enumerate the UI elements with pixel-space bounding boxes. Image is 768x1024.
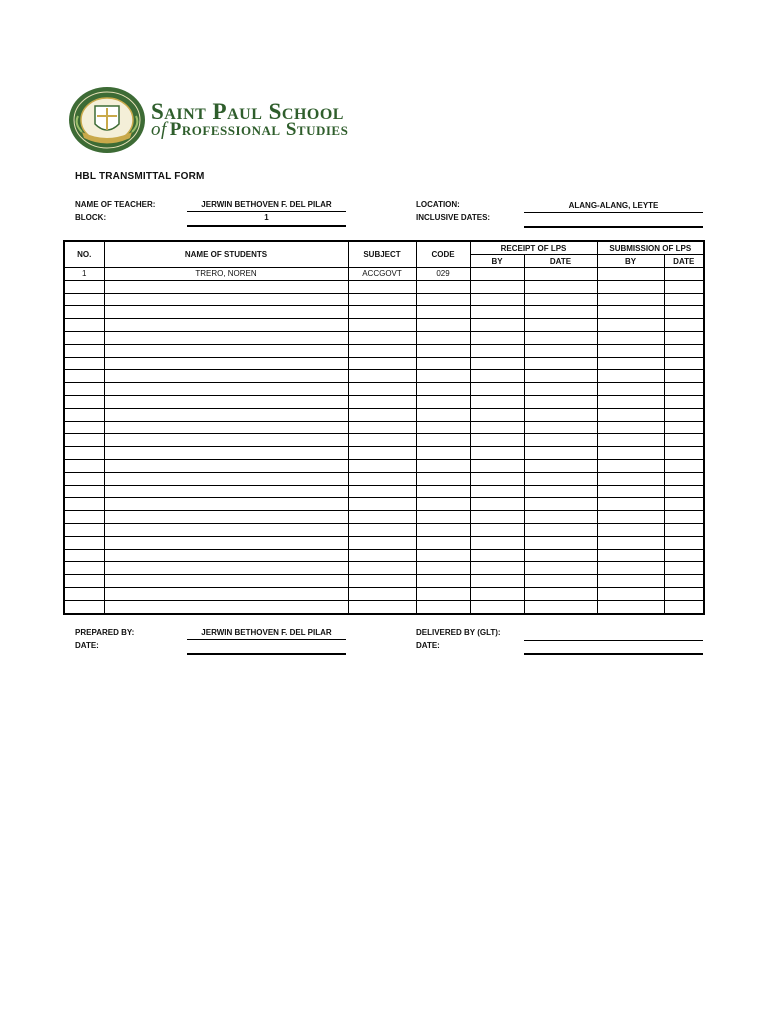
cell-subject[interactable] xyxy=(348,319,416,332)
cell-receipt-date[interactable] xyxy=(524,408,597,421)
cell-no[interactable] xyxy=(64,511,104,524)
cell-subject[interactable] xyxy=(348,370,416,383)
cell-student-name[interactable] xyxy=(104,472,348,485)
cell-submission-date[interactable] xyxy=(664,434,704,447)
cell-submission-date[interactable] xyxy=(664,268,704,281)
cell-no[interactable]: 1 xyxy=(64,268,104,281)
prepared-by-underline xyxy=(187,639,346,640)
cell-no[interactable] xyxy=(64,408,104,421)
cell-submission-date[interactable] xyxy=(664,357,704,370)
col-header-submission-by: BY xyxy=(597,255,664,268)
col-header-no: NO. xyxy=(64,241,104,268)
cell-subject[interactable] xyxy=(348,549,416,562)
cell-subject[interactable] xyxy=(348,306,416,319)
table-row xyxy=(64,587,704,600)
cell-no[interactable] xyxy=(64,575,104,588)
cell-submission-date[interactable] xyxy=(664,536,704,549)
cell-receipt-by[interactable] xyxy=(470,459,524,472)
col-header-submission: SUBMISSION OF LPS xyxy=(597,241,704,255)
teacher-underline xyxy=(187,211,346,212)
cell-subject[interactable] xyxy=(348,357,416,370)
table-row xyxy=(64,370,704,383)
table-row xyxy=(64,344,704,357)
cell-code[interactable]: 029 xyxy=(416,268,470,281)
cell-receipt-by[interactable] xyxy=(470,434,524,447)
cell-receipt-date[interactable] xyxy=(524,587,597,600)
cell-code[interactable] xyxy=(416,395,470,408)
cell-student-name[interactable] xyxy=(104,395,348,408)
cell-subject[interactable] xyxy=(348,383,416,396)
cell-subject[interactable] xyxy=(348,485,416,498)
cell-submission-by[interactable] xyxy=(597,447,664,460)
cell-submission-date[interactable] xyxy=(664,331,704,344)
cell-receipt-date[interactable] xyxy=(524,319,597,332)
cell-student-name[interactable] xyxy=(104,600,348,613)
cell-submission-date[interactable] xyxy=(664,370,704,383)
cell-no[interactable] xyxy=(64,306,104,319)
col-header-code: CODE xyxy=(416,241,470,268)
cell-code[interactable] xyxy=(416,370,470,383)
table-row xyxy=(64,459,704,472)
cell-submission-by[interactable] xyxy=(597,280,664,293)
cell-no[interactable] xyxy=(64,562,104,575)
cell-no[interactable] xyxy=(64,536,104,549)
cell-code[interactable] xyxy=(416,306,470,319)
cell-receipt-date[interactable] xyxy=(524,344,597,357)
cell-code[interactable] xyxy=(416,575,470,588)
cell-student-name[interactable] xyxy=(104,447,348,460)
cell-submission-by[interactable] xyxy=(597,293,664,306)
cell-submission-by[interactable] xyxy=(597,306,664,319)
cell-subject[interactable] xyxy=(348,408,416,421)
cell-no[interactable] xyxy=(64,587,104,600)
teacher-value[interactable]: JERWIN BETHOVEN F. DEL PILAR xyxy=(201,200,332,209)
table-row xyxy=(64,472,704,485)
cell-submission-date[interactable] xyxy=(664,280,704,293)
cell-submission-date[interactable] xyxy=(664,549,704,562)
cell-submission-date[interactable] xyxy=(664,383,704,396)
cell-student-name[interactable] xyxy=(104,421,348,434)
table-body xyxy=(64,268,704,614)
cell-submission-by[interactable] xyxy=(597,587,664,600)
cell-receipt-by[interactable] xyxy=(470,523,524,536)
cell-no[interactable] xyxy=(64,395,104,408)
cell-receipt-date[interactable] xyxy=(524,383,597,396)
cell-receipt-by[interactable] xyxy=(470,485,524,498)
cell-receipt-date[interactable] xyxy=(524,511,597,524)
cell-no[interactable] xyxy=(64,319,104,332)
cell-code[interactable] xyxy=(416,511,470,524)
cell-submission-date[interactable] xyxy=(664,306,704,319)
cell-subject[interactable] xyxy=(348,575,416,588)
cell-receipt-by[interactable] xyxy=(470,447,524,460)
cell-subject[interactable] xyxy=(348,600,416,613)
cell-student-name[interactable] xyxy=(104,523,348,536)
school-name-line2 xyxy=(151,119,348,141)
cell-submission-date[interactable] xyxy=(664,562,704,575)
cell-no[interactable] xyxy=(64,498,104,511)
cell-receipt-by[interactable] xyxy=(470,280,524,293)
cell-receipt-date[interactable] xyxy=(524,575,597,588)
cell-receipt-by[interactable] xyxy=(470,344,524,357)
cell-no[interactable] xyxy=(64,600,104,613)
cell-code[interactable] xyxy=(416,344,470,357)
cell-receipt-by[interactable] xyxy=(470,536,524,549)
col-header-subject: SUBJECT xyxy=(348,241,416,268)
cell-submission-by[interactable] xyxy=(597,421,664,434)
cell-code[interactable] xyxy=(416,587,470,600)
cell-submission-date[interactable] xyxy=(664,344,704,357)
cell-code[interactable] xyxy=(416,549,470,562)
table-row xyxy=(64,600,704,613)
cell-submission-by[interactable] xyxy=(597,344,664,357)
cell-receipt-by[interactable] xyxy=(470,383,524,396)
cell-student-name[interactable] xyxy=(104,357,348,370)
table-row xyxy=(64,511,704,524)
cell-submission-date[interactable] xyxy=(664,511,704,524)
delivered-by-label: DELIVERED BY (GLT): xyxy=(416,628,501,637)
cell-receipt-by[interactable] xyxy=(470,575,524,588)
cell-code[interactable] xyxy=(416,523,470,536)
col-header-receipt-date: DATE xyxy=(524,255,597,268)
inclusive-dates-underline xyxy=(524,226,703,228)
cell-student-name[interactable] xyxy=(104,344,348,357)
inclusive-dates-label: INCLUSIVE DATES: xyxy=(416,213,491,222)
students-table xyxy=(63,240,705,615)
cell-no[interactable] xyxy=(64,383,104,396)
cell-student-name[interactable] xyxy=(104,562,348,575)
cell-receipt-by[interactable] xyxy=(470,319,524,332)
cell-receipt-by[interactable] xyxy=(470,395,524,408)
cell-submission-by[interactable] xyxy=(597,408,664,421)
cell-receipt-by[interactable] xyxy=(470,562,524,575)
cell-code[interactable] xyxy=(416,447,470,460)
cell-code[interactable] xyxy=(416,408,470,421)
cell-subject[interactable] xyxy=(348,280,416,293)
cell-receipt-date[interactable] xyxy=(524,331,597,344)
cell-code[interactable] xyxy=(416,421,470,434)
cell-receipt-date[interactable] xyxy=(524,523,597,536)
cell-student-name[interactable] xyxy=(104,459,348,472)
cell-subject[interactable] xyxy=(348,587,416,600)
cell-submission-by[interactable] xyxy=(597,600,664,613)
cell-no[interactable] xyxy=(64,421,104,434)
cell-no[interactable] xyxy=(64,549,104,562)
cell-submission-by[interactable] xyxy=(597,511,664,524)
cell-code[interactable] xyxy=(416,485,470,498)
cell-submission-date[interactable] xyxy=(664,485,704,498)
cell-code[interactable] xyxy=(416,293,470,306)
cell-student-name[interactable] xyxy=(104,549,348,562)
table-row xyxy=(64,383,704,396)
school-name-rest: Professional Studies xyxy=(169,119,349,140)
table-row xyxy=(64,357,704,370)
school-name-of: of xyxy=(151,119,167,140)
cell-student-name[interactable] xyxy=(104,370,348,383)
cell-receipt-date[interactable] xyxy=(524,536,597,549)
cell-code[interactable] xyxy=(416,459,470,472)
cell-subject[interactable] xyxy=(348,434,416,447)
cell-student-name[interactable] xyxy=(104,536,348,549)
cell-receipt-date[interactable] xyxy=(524,421,597,434)
cell-submission-by[interactable] xyxy=(597,485,664,498)
cell-no[interactable] xyxy=(64,357,104,370)
cell-code[interactable] xyxy=(416,562,470,575)
cell-receipt-date[interactable] xyxy=(524,549,597,562)
date2-label: DATE: xyxy=(416,641,440,650)
school-seal-logo xyxy=(68,86,146,154)
cell-receipt-date[interactable] xyxy=(524,293,597,306)
cell-receipt-date[interactable] xyxy=(524,268,597,281)
cell-student-name[interactable] xyxy=(104,434,348,447)
table-row xyxy=(64,421,704,434)
cell-subject[interactable] xyxy=(348,498,416,511)
table-row xyxy=(64,575,704,588)
cell-subject[interactable]: ACCGOVT xyxy=(348,268,416,281)
cell-student-name[interactable] xyxy=(104,306,348,319)
date-label: DATE: xyxy=(75,641,99,650)
cell-receipt-by[interactable] xyxy=(470,421,524,434)
cell-subject[interactable] xyxy=(348,472,416,485)
cell-code[interactable] xyxy=(416,536,470,549)
teacher-label: NAME OF TEACHER: xyxy=(75,200,156,209)
cell-code[interactable] xyxy=(416,280,470,293)
cell-receipt-date[interactable] xyxy=(524,459,597,472)
cell-student-name[interactable] xyxy=(104,511,348,524)
cell-receipt-date[interactable] xyxy=(524,485,597,498)
cell-subject[interactable] xyxy=(348,293,416,306)
table-row xyxy=(64,536,704,549)
cell-no[interactable] xyxy=(64,472,104,485)
cell-submission-by[interactable] xyxy=(597,268,664,281)
block-label: BLOCK: xyxy=(75,213,107,222)
cell-submission-date[interactable] xyxy=(664,523,704,536)
table-row xyxy=(64,319,704,332)
cell-receipt-date[interactable] xyxy=(524,280,597,293)
cell-no[interactable] xyxy=(64,447,104,460)
cell-submission-by[interactable] xyxy=(597,498,664,511)
cell-student-name[interactable] xyxy=(104,280,348,293)
col-header-name: NAME OF STUDENTS xyxy=(104,241,348,268)
cell-submission-by[interactable] xyxy=(597,370,664,383)
prepared-by-value[interactable]: JERWIN BETHOVEN F. DEL PILAR xyxy=(201,628,332,637)
location-underline xyxy=(524,212,703,213)
cell-receipt-by[interactable] xyxy=(470,549,524,562)
cell-receipt-by[interactable] xyxy=(470,370,524,383)
cell-receipt-by[interactable] xyxy=(470,357,524,370)
cell-no[interactable] xyxy=(64,293,104,306)
cell-submission-date[interactable] xyxy=(664,421,704,434)
table-row xyxy=(64,485,704,498)
table-row xyxy=(64,498,704,511)
cell-receipt-date[interactable] xyxy=(524,434,597,447)
col-header-receipt-by: BY xyxy=(470,255,524,268)
cell-submission-by[interactable] xyxy=(597,575,664,588)
cell-submission-date[interactable] xyxy=(664,319,704,332)
cell-subject[interactable] xyxy=(348,447,416,460)
cell-receipt-by[interactable] xyxy=(470,293,524,306)
table-header-row xyxy=(64,241,704,255)
col-header-submission-date: DATE xyxy=(664,255,704,268)
table-row xyxy=(64,447,704,460)
cell-subject[interactable] xyxy=(348,459,416,472)
location-value[interactable]: ALANG-ALANG, LEYTE xyxy=(568,201,659,210)
cell-no[interactable] xyxy=(64,280,104,293)
cell-student-name[interactable] xyxy=(104,319,348,332)
cell-submission-by[interactable] xyxy=(597,357,664,370)
cell-code[interactable] xyxy=(416,600,470,613)
table-row xyxy=(64,523,704,536)
cell-submission-by[interactable] xyxy=(597,383,664,396)
school-name-line1: Saint Paul School xyxy=(151,99,344,124)
cell-code[interactable] xyxy=(416,472,470,485)
cell-student-name[interactable] xyxy=(104,383,348,396)
cell-submission-by[interactable] xyxy=(597,319,664,332)
form-title: HBL TRANSMITTAL FORM xyxy=(75,171,205,182)
cell-subject[interactable] xyxy=(348,395,416,408)
cell-student-name[interactable] xyxy=(104,587,348,600)
cell-submission-date[interactable] xyxy=(664,459,704,472)
cell-submission-by[interactable] xyxy=(597,472,664,485)
cell-no[interactable] xyxy=(64,344,104,357)
cell-code[interactable] xyxy=(416,383,470,396)
cell-code[interactable] xyxy=(416,331,470,344)
cell-receipt-date[interactable] xyxy=(524,306,597,319)
cell-submission-date[interactable] xyxy=(664,447,704,460)
table-row xyxy=(64,306,704,319)
table-row xyxy=(64,331,704,344)
cell-subject[interactable] xyxy=(348,331,416,344)
cell-student-name[interactable] xyxy=(104,575,348,588)
cell-receipt-by[interactable] xyxy=(470,268,524,281)
cell-submission-by[interactable] xyxy=(597,536,664,549)
cell-submission-date[interactable] xyxy=(664,587,704,600)
cell-submission-date[interactable] xyxy=(664,600,704,613)
cell-submission-date[interactable] xyxy=(664,498,704,511)
cell-receipt-by[interactable] xyxy=(470,306,524,319)
cell-subject[interactable] xyxy=(348,536,416,549)
table-row xyxy=(64,293,704,306)
table-row xyxy=(64,395,704,408)
cell-receipt-date[interactable] xyxy=(524,600,597,613)
cell-student-name[interactable] xyxy=(104,331,348,344)
cell-receipt-by[interactable] xyxy=(470,472,524,485)
cell-receipt-date[interactable] xyxy=(524,370,597,383)
cell-receipt-date[interactable] xyxy=(524,472,597,485)
delivered-by-underline xyxy=(524,640,703,641)
cell-receipt-date[interactable] xyxy=(524,357,597,370)
cell-receipt-by[interactable] xyxy=(470,600,524,613)
cell-student-name[interactable] xyxy=(104,408,348,421)
cell-subject[interactable] xyxy=(348,421,416,434)
cell-code[interactable] xyxy=(416,498,470,511)
cell-subject[interactable] xyxy=(348,344,416,357)
block-underline xyxy=(187,225,346,227)
cell-submission-by[interactable] xyxy=(597,562,664,575)
table-row xyxy=(64,408,704,421)
cell-subject[interactable] xyxy=(348,562,416,575)
block-value[interactable]: 1 xyxy=(264,213,269,222)
cell-receipt-by[interactable] xyxy=(470,408,524,421)
cell-no[interactable] xyxy=(64,370,104,383)
cell-submission-by[interactable] xyxy=(597,523,664,536)
table-row xyxy=(64,268,704,281)
cell-subject[interactable] xyxy=(348,523,416,536)
cell-receipt-date[interactable] xyxy=(524,447,597,460)
prepared-by-label: PREPARED BY: xyxy=(75,628,135,637)
table-row xyxy=(64,434,704,447)
date2-underline xyxy=(524,653,703,655)
cell-submission-date[interactable] xyxy=(664,472,704,485)
cell-no[interactable] xyxy=(64,459,104,472)
cell-submission-date[interactable] xyxy=(664,293,704,306)
cell-submission-date[interactable] xyxy=(664,395,704,408)
cell-receipt-date[interactable] xyxy=(524,498,597,511)
cell-receipt-by[interactable] xyxy=(470,587,524,600)
cell-code[interactable] xyxy=(416,357,470,370)
cell-no[interactable] xyxy=(64,434,104,447)
cell-submission-date[interactable] xyxy=(664,575,704,588)
table-row xyxy=(64,562,704,575)
cell-code[interactable] xyxy=(416,319,470,332)
cell-no[interactable] xyxy=(64,523,104,536)
cell-submission-by[interactable] xyxy=(597,395,664,408)
cell-submission-date[interactable] xyxy=(664,408,704,421)
cell-receipt-date[interactable] xyxy=(524,562,597,575)
cell-code[interactable] xyxy=(416,434,470,447)
cell-receipt-date[interactable] xyxy=(524,395,597,408)
cell-subject[interactable] xyxy=(348,511,416,524)
cell-receipt-by[interactable] xyxy=(470,331,524,344)
cell-submission-by[interactable] xyxy=(597,459,664,472)
cell-student-name[interactable] xyxy=(104,498,348,511)
cell-receipt-by[interactable] xyxy=(470,511,524,524)
cell-student-name[interactable]: TRERO, NOREN xyxy=(104,268,348,281)
cell-submission-by[interactable] xyxy=(597,331,664,344)
cell-receipt-by[interactable] xyxy=(470,498,524,511)
col-header-receipt: RECEIPT OF LPS xyxy=(470,241,597,255)
cell-student-name[interactable] xyxy=(104,485,348,498)
cell-student-name[interactable] xyxy=(104,293,348,306)
cell-submission-by[interactable] xyxy=(597,549,664,562)
date-underline xyxy=(187,653,346,655)
table-row xyxy=(64,549,704,562)
location-label: LOCATION: xyxy=(416,200,460,209)
cell-no[interactable] xyxy=(64,331,104,344)
cell-submission-by[interactable] xyxy=(597,434,664,447)
table-row xyxy=(64,280,704,293)
cell-no[interactable] xyxy=(64,485,104,498)
